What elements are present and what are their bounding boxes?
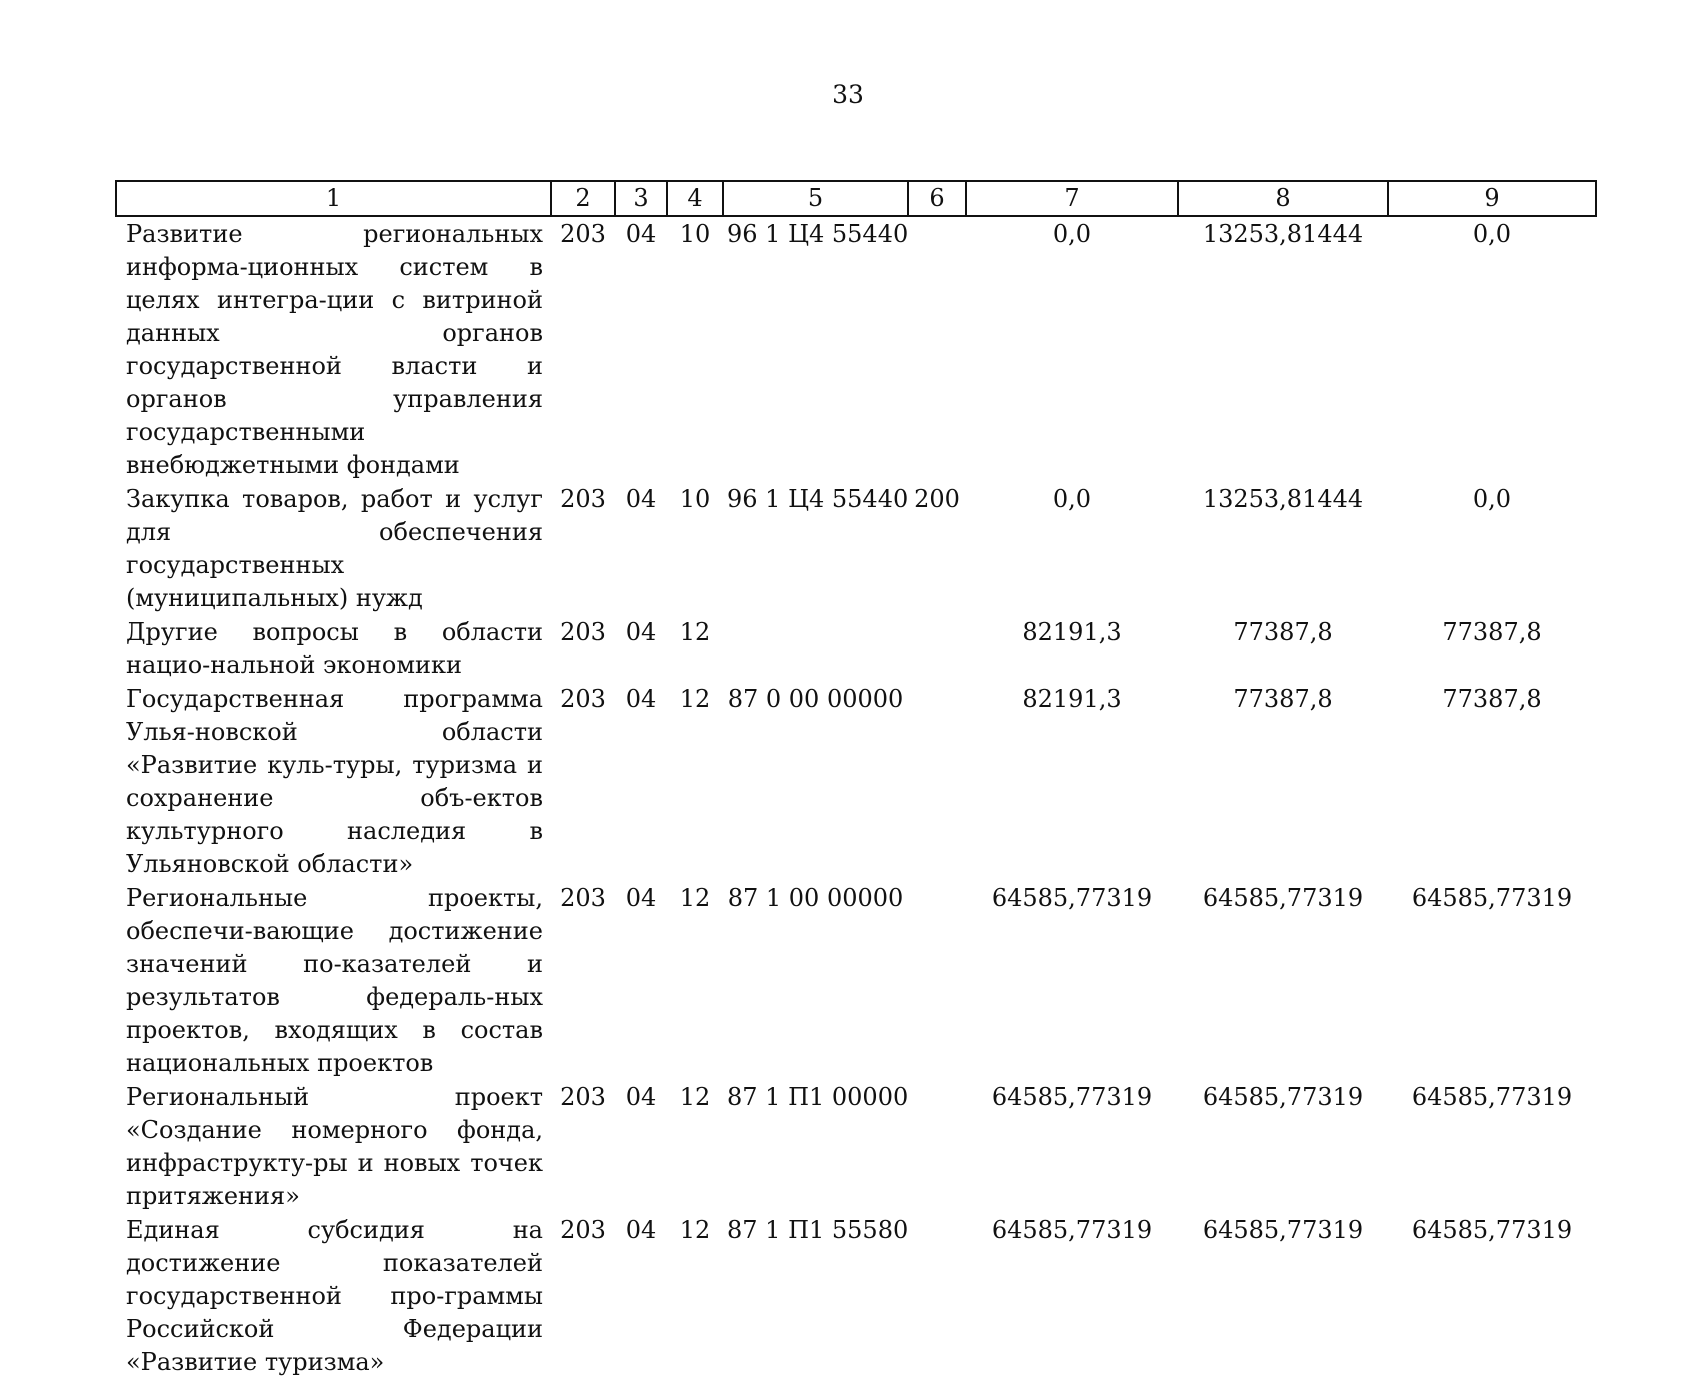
cell-value-9: 64585,77319 [1411,1083,1573,1111]
cell-value-7: 82191,3 [1022,685,1122,713]
column-header: 1 [116,181,551,216]
cell-value-8: 77387,8 [1233,618,1333,646]
row-name: Другие вопросы в области нацио-нальной экономики [126,618,543,679]
table-row [116,482,1596,615]
table-row [116,1213,1596,1379]
cell-value-7: 82191,3 [1022,618,1122,646]
cell-value-8: 64585,77319 [1202,884,1364,912]
cell-ministry: 203 [560,685,606,713]
cell-value-8: 77387,8 [1233,685,1333,713]
cell-target-article: 87 0 00 00000 [727,685,904,713]
cell-expense-type [908,1213,966,1379]
cell-value-9: 64585,77319 [1411,1216,1573,1244]
cell-section: 04 [625,1216,657,1244]
column-header: 8 [1178,181,1388,216]
cell-value-8: 64585,77319 [1202,1216,1364,1244]
cell-section: 04 [625,685,657,713]
cell-value-9: 0,0 [1472,485,1512,513]
page-number: 33 [832,80,864,109]
table-row [116,881,1596,1080]
cell-value-7: 64585,77319 [991,1216,1153,1244]
cell-value-7: 0,0 [1052,485,1092,513]
cell-expense-type: 200 [914,485,960,513]
cell-subsection: 10 [679,220,711,248]
column-header: 2 [551,181,615,216]
row-name: Государственная программа Улья-новской области «Развитие куль-туры, туризма и сохранение объ-ектов культурного наследия в Ульяновской области» [126,685,543,878]
cell-value-9: 77387,8 [1442,685,1542,713]
row-name: Закупка товаров, работ и услуг для обеспечения государственных (муниципальных) нужд [126,485,543,612]
column-header: 3 [615,181,667,216]
cell-subsection: 12 [679,1083,711,1111]
cell-value-8: 64585,77319 [1202,1083,1364,1111]
cell-target-article: 96 1 Ц4 55440 [727,485,909,513]
cell-expense-type [908,1080,966,1213]
cell-target-article: 87 1 П1 00000 [727,1083,909,1111]
row-name: Развитие региональных информа-ционных систем в целях интегра-ции с витриной данных органов государственной власти и органов управления государственными внебюджетными фондами [126,220,543,479]
cell-value-8: 13253,81444 [1202,220,1364,248]
cell-target-article: 87 1 П1 55580 [727,1216,909,1244]
table-row [116,682,1596,881]
table-row [116,1080,1596,1213]
row-name: Единая субсидия на достижение показателей государственной про-граммы Российской Федерации «Развитие туризма» [126,1216,543,1376]
row-name: Региональный проект «Создание номерного фонда, инфраструкту-ры и новых точек притяжения» [126,1083,543,1210]
column-header-row [116,181,1596,216]
column-header: 4 [667,181,723,216]
cell-value-7: 64585,77319 [991,884,1153,912]
cell-ministry: 203 [560,618,606,646]
cell-expense-type [908,682,966,881]
cell-value-8: 13253,81444 [1202,485,1364,513]
column-header: 5 [723,181,908,216]
cell-subsection: 12 [679,618,711,646]
table-row [116,615,1596,682]
cell-target-article: 87 1 00 00000 [727,884,904,912]
budget-table [115,180,1597,1379]
cell-ministry: 203 [560,485,606,513]
cell-value-7: 0,0 [1052,220,1092,248]
cell-target-article [723,615,908,682]
cell-subsection: 12 [679,685,711,713]
cell-expense-type [908,615,966,682]
table-row [116,216,1596,482]
cell-expense-type [908,881,966,1080]
cell-section: 04 [625,884,657,912]
cell-ministry: 203 [560,1216,606,1244]
cell-target-article: 96 1 Ц4 55440 [727,220,909,248]
cell-subsection: 12 [679,1216,711,1244]
cell-ministry: 203 [560,1083,606,1111]
row-name: Региональные проекты, обеспечи-вающие достижение значений по-казателей и результатов федераль-ных проектов, входящих в состав национальных проектов [126,884,543,1077]
cell-subsection: 12 [679,884,711,912]
column-header: 7 [966,181,1178,216]
column-header: 6 [908,181,966,216]
cell-expense-type [908,216,966,482]
cell-section: 04 [625,485,657,513]
cell-value-7: 64585,77319 [991,1083,1153,1111]
cell-ministry: 203 [560,220,606,248]
column-header: 9 [1388,181,1596,216]
cell-value-9: 77387,8 [1442,618,1542,646]
cell-subsection: 10 [679,485,711,513]
cell-section: 04 [625,220,657,248]
cell-value-9: 64585,77319 [1411,884,1573,912]
cell-value-9: 0,0 [1472,220,1512,248]
cell-ministry: 203 [560,884,606,912]
cell-section: 04 [625,1083,657,1111]
cell-section: 04 [625,618,657,646]
